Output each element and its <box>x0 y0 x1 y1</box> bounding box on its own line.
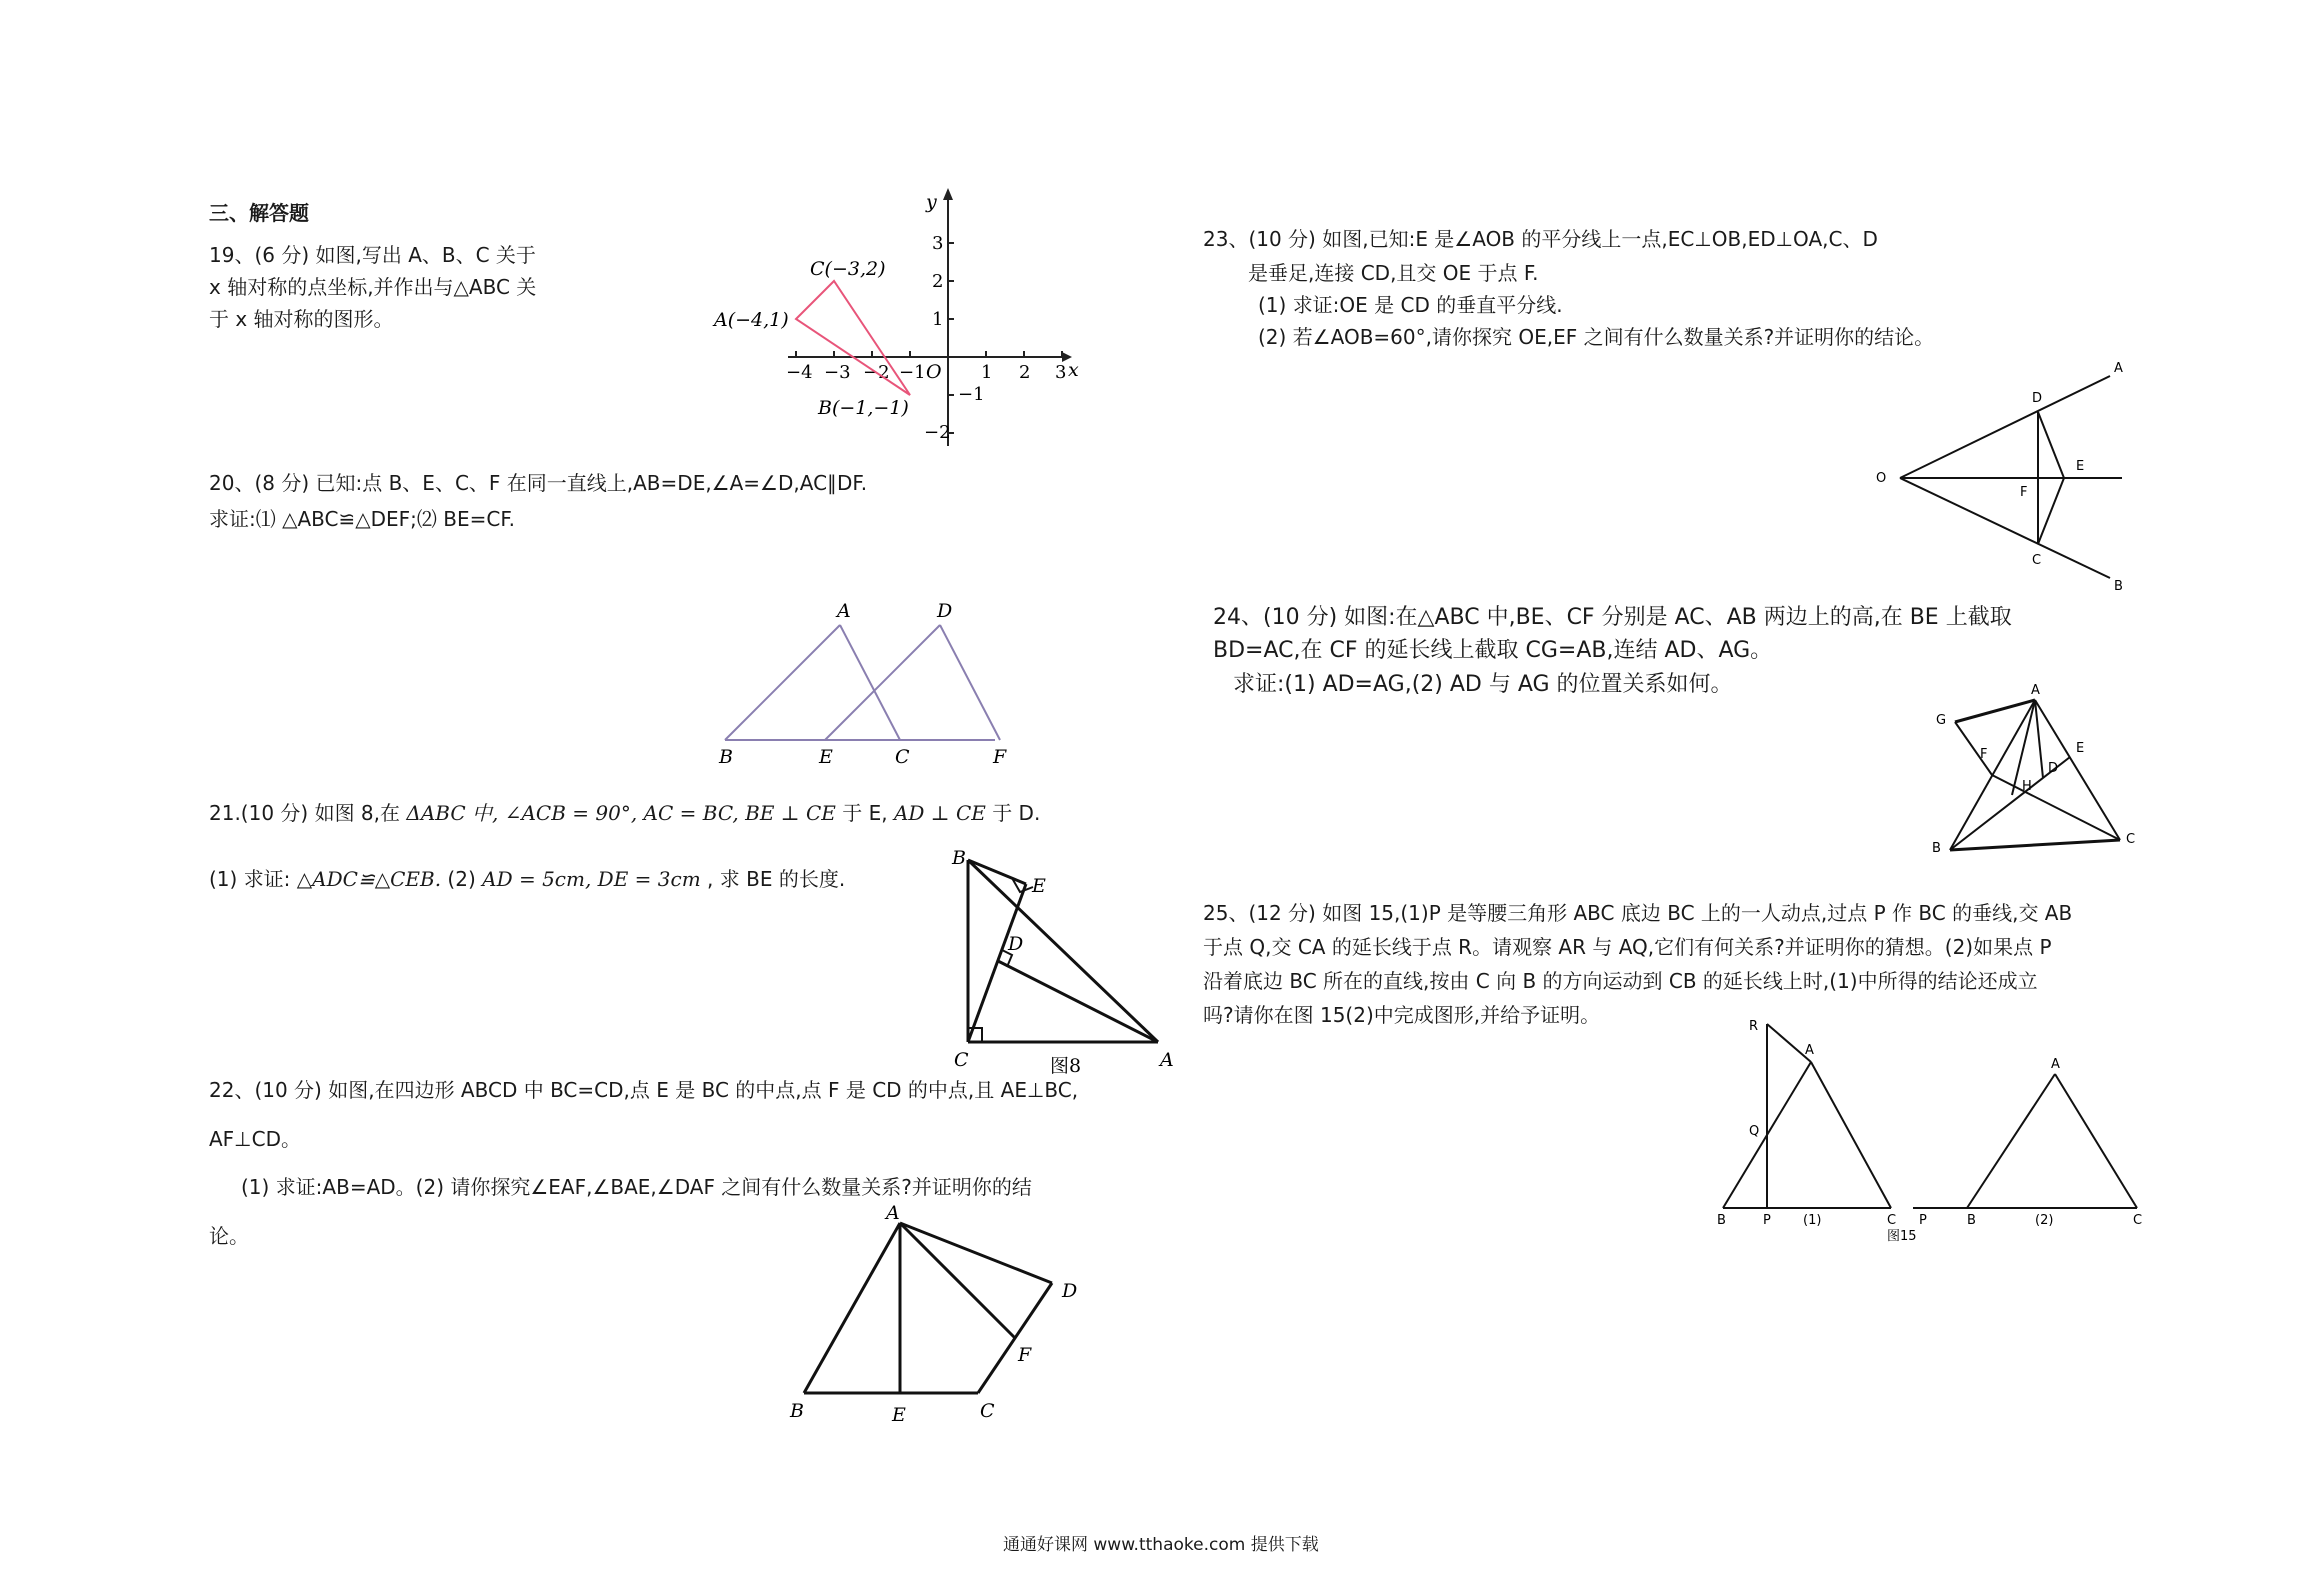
q25-label-q: Q <box>1749 1124 1760 1139</box>
q22-label-a: A <box>886 1202 900 1224</box>
point-a-label: A(−4,1) <box>714 309 789 331</box>
q22-line-1: 22、(10 分) 如图,在四边形 ABCD 中 BC=CD,点 E 是 BC 的中点,点 F 是 CD 的中点,且 AE⊥BC, <box>209 1078 1079 1102</box>
q21-right-triangle-figure <box>940 847 1174 1080</box>
x-tick-3: 3 <box>1055 362 1067 383</box>
q23-label-o: O <box>1876 471 1887 486</box>
q19-line-1: 19、(6 分) 如图,写出 A、B、C 关于 <box>209 243 536 267</box>
q23-line-3: (1) 求证:OE 是 CD 的垂直平分线. <box>1258 293 1563 317</box>
point-c-label: C(−3,2) <box>810 258 886 280</box>
q19-coordinate-figure <box>700 180 1079 450</box>
q25-label-fig1: (1) <box>1803 1213 1822 1228</box>
q20-label-a: A <box>837 600 851 622</box>
q25-label-b1: B <box>1717 1213 1726 1228</box>
q24-label-g: G <box>1936 713 1947 728</box>
q25-isosceles-figure <box>1705 1010 2155 1244</box>
q24-line-3: 求证:(1) AD=AG,(2) AD 与 AG 的位置关系如何。 <box>1233 672 1733 697</box>
q21-math-4: AD = 5cm, DE = 3cm <box>482 867 701 891</box>
q25-label-a2: A <box>2051 1057 2060 1072</box>
q24-label-a: A <box>2031 683 2040 698</box>
y-axis-label: y <box>926 191 937 213</box>
q25-label-p1: P <box>1763 1213 1771 1228</box>
footer-credit: 通通好课网 www.tthaoke.com 提供下载 <box>1003 1535 1319 1555</box>
origin-label: O <box>926 361 942 383</box>
y-tick-neg2: −2 <box>924 422 951 443</box>
q23-label-e: E <box>2076 459 2085 474</box>
q25-line-2: 于点 Q,交 CA 的延长线于点 R。请观察 AR 与 AQ,它们有何关系?并证明你的猜想。(2)如果点 P <box>1203 935 2052 959</box>
q21-label-d: D <box>1008 933 1024 955</box>
x-tick-neg1: −1 <box>899 362 926 383</box>
q21-label-e: E <box>1032 875 1046 897</box>
x-tick-1: 1 <box>981 362 993 383</box>
q23-angle-bisector-figure <box>1870 360 2130 594</box>
q21-line-2: (1) 求证: △ADC≌△CEB. (2) AD = 5cm, DE = 3cm , 求 BE 的长度. <box>209 867 846 891</box>
q23-label-d: D <box>2032 391 2043 406</box>
q23-line-2: 是垂足,连接 CD,且交 OE 于点 F. <box>1248 261 1539 285</box>
q22-label-e: E <box>892 1404 906 1426</box>
q21-math-2: AD ⊥ CE <box>893 801 986 825</box>
q25-line-3: 沿着底边 BC 所在的直线,按由 C 向 B 的方向运动到 CB 的延长线上时,(1)中所得的结论还成立 <box>1203 969 2038 993</box>
q21-line-1: 21.(10 分) 如图 8,在 ΔABC 中, ∠ACB = 90°, AC = BC, BE ⊥ CE 于 E, AD ⊥ CE 于 D. <box>209 801 1041 825</box>
y-tick-3: 3 <box>932 233 944 254</box>
q22-line-2: AF⊥CD。 <box>209 1127 301 1151</box>
q19-line-3: 于 x 轴对称的图形。 <box>209 307 394 331</box>
q20-label-f: F <box>993 746 1007 768</box>
q24-label-e: E <box>2076 741 2085 756</box>
q19-line-2: x 轴对称的点坐标,并作出与△ABC 关 <box>209 275 537 299</box>
y-tick-1: 1 <box>932 309 944 330</box>
q24-line-2: BD=AC,在 CF 的延长线上截取 CG=AB,连结 AD、AG。 <box>1213 638 1773 663</box>
q25-line-4: 吗?请你在图 15(2)中完成图形,并给予证明。 <box>1203 1003 1601 1027</box>
q21-math-1: ΔABC 中, ∠ACB = 90°, AC = BC, BE ⊥ CE <box>406 801 836 825</box>
q23-label-c: C <box>2032 553 2042 568</box>
x-tick-neg3: −3 <box>824 362 851 383</box>
q25-label-c2: C <box>2133 1213 2143 1228</box>
q20-line-2: 求证:⑴ △ABC≌△DEF;⑵ BE=CF. <box>209 507 515 531</box>
point-b-label: B(−1,−1) <box>818 397 909 419</box>
q25-label-p2: P <box>1919 1213 1927 1228</box>
q20-label-c: C <box>895 746 910 768</box>
q24-line-1: 24、(10 分) 如图:在△ABC 中,BE、CF 分别是 AC、AB 两边上的高,在 BE 上截取 <box>1213 605 2012 630</box>
q20-label-d: D <box>937 600 953 622</box>
q21-caption: 图8 <box>1050 1055 1082 1077</box>
q25-line-1: 25、(12 分) 如图 15,(1)P 是等腰三角形 ABC 底边 BC 上的一人动点,过点 P 作 BC 的垂线,交 AB <box>1203 901 2073 925</box>
section-title: 三、解答题 <box>209 201 309 225</box>
q21-label-b: B <box>952 847 966 869</box>
q21-label-a: A <box>1160 1049 1174 1071</box>
q21-math-3: △ADC≌△CEB. <box>296 867 442 891</box>
x-tick-neg4: −4 <box>786 362 813 383</box>
q23-label-b: B <box>2114 579 2123 594</box>
x-tick-neg2: −2 <box>863 362 890 383</box>
q23-line-4: (2) 若∠AOB=60°,请你探究 OE,EF 之间有什么数量关系?并证明你的结论。 <box>1258 325 1935 349</box>
q24-label-h: H <box>2022 779 2032 794</box>
q24-label-c: C <box>2126 832 2136 847</box>
q20-label-e: E <box>819 746 833 768</box>
q20-label-b: B <box>719 746 733 768</box>
y-tick-2: 2 <box>932 271 944 292</box>
q23-label-a: A <box>2114 361 2123 376</box>
q24-label-f: F <box>1980 747 1988 762</box>
x-axis-label: x <box>1068 359 1079 381</box>
q20-triangles-figure <box>705 595 1025 768</box>
q22-label-b: B <box>790 1400 804 1422</box>
q23-line-1: 23、(10 分) 如图,已知:E 是∠AOB 的平分线上一点,EC⊥OB,ED⊥OA,C、D <box>1203 227 1878 251</box>
q25-label-c1: C <box>1887 1213 1897 1228</box>
x-tick-2: 2 <box>1019 362 1031 383</box>
q24-triangle-heights-figure <box>1900 680 2160 860</box>
q25-label-a1: A <box>1805 1043 1814 1058</box>
triangle-abc <box>796 281 910 395</box>
q25-label-r: R <box>1749 1019 1759 1034</box>
q22-line-3: (1) 求证:AB=AD。(2) 请你探究∠EAF,∠BAE,∠DAF 之间有什么数量关系?并证明你的结 <box>241 1175 1032 1199</box>
q25-label-fig2: (2) <box>2035 1213 2054 1228</box>
q22-line-4: 论。 <box>209 1224 249 1248</box>
q24-label-d: D <box>2048 761 2059 776</box>
q21-label-c: C <box>954 1049 969 1071</box>
q25-label-b2: B <box>1967 1213 1976 1228</box>
q22-quadrilateral-figure <box>790 1202 1090 1426</box>
q22-label-c: C <box>980 1400 995 1422</box>
q22-label-f: F <box>1018 1344 1032 1366</box>
q23-label-f: F <box>2020 485 2028 500</box>
q25-caption: 图15 <box>1887 1229 1917 1244</box>
y-tick-neg1: −1 <box>958 384 985 405</box>
q20-line-1: 20、(8 分) 已知:点 B、E、C、F 在同一直线上,AB=DE,∠A=∠D,AC∥DF. <box>209 471 868 495</box>
q22-label-d: D <box>1062 1280 1078 1302</box>
q24-label-b: B <box>1932 841 1941 856</box>
